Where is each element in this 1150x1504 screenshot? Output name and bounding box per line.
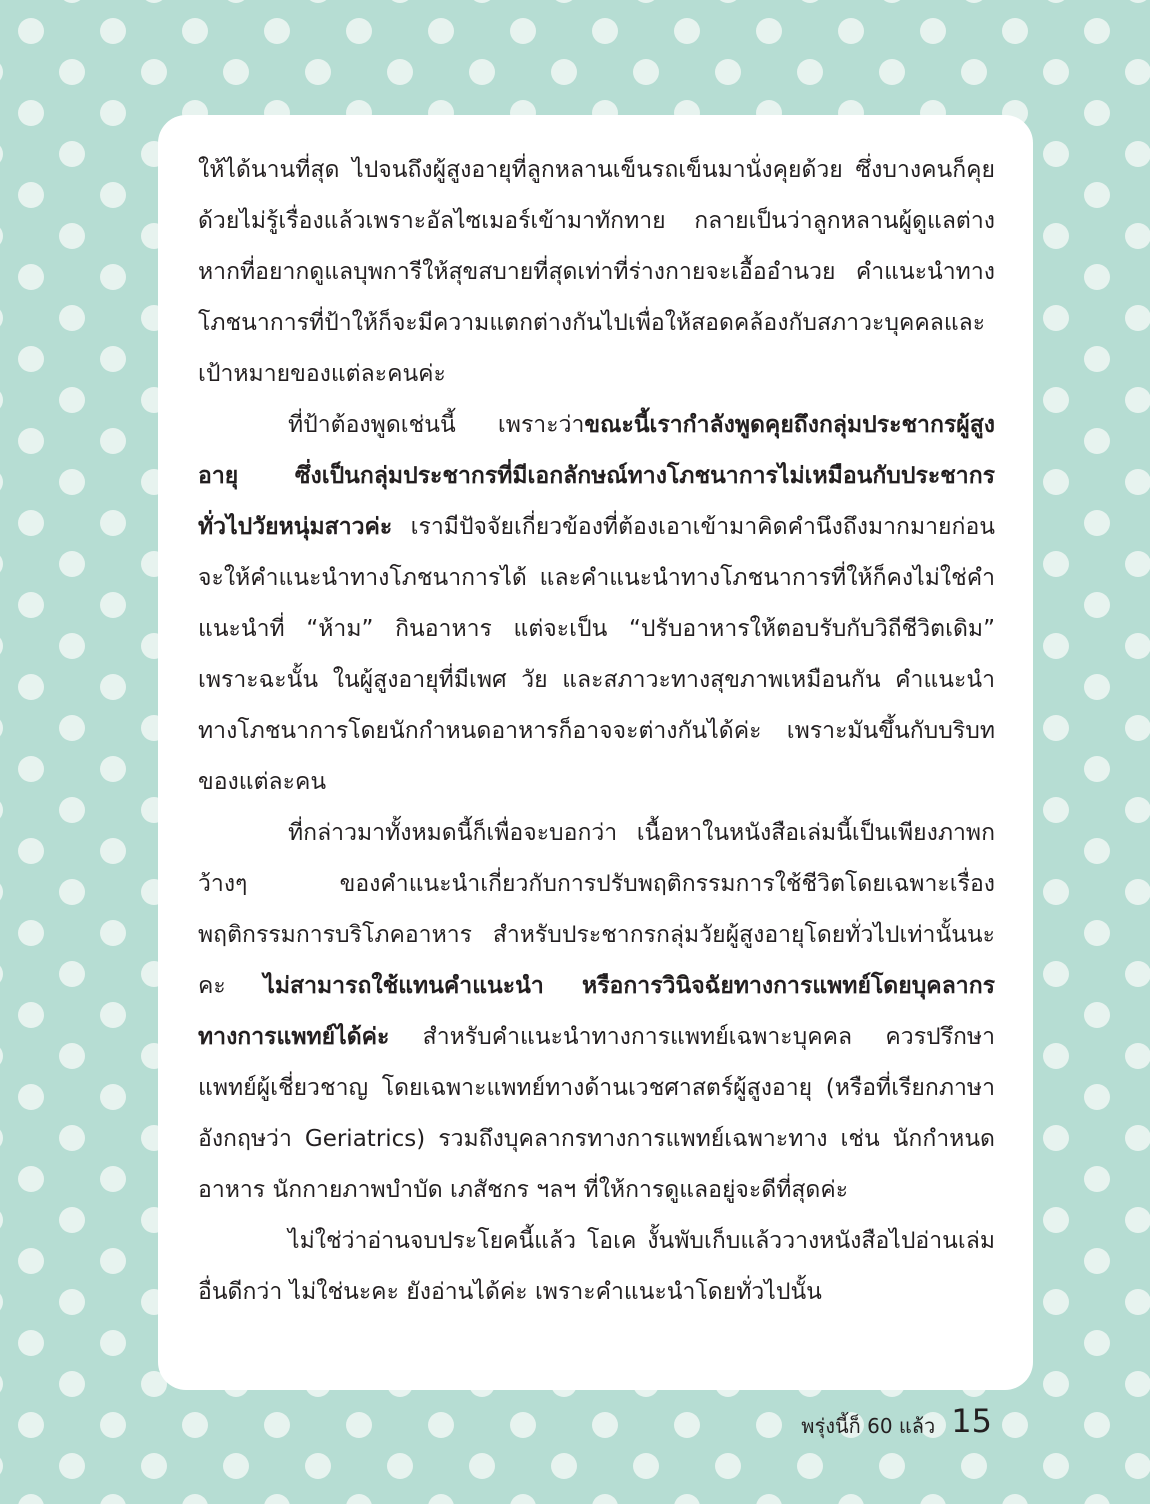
background-dot	[1084, 346, 1110, 372]
background-dot	[1043, 469, 1069, 495]
background-dot	[59, 305, 85, 331]
background-dot	[1084, 838, 1110, 864]
background-dot	[59, 1289, 85, 1315]
background-dot	[18, 838, 44, 864]
background-dot	[1002, 1412, 1028, 1438]
background-dot	[428, 18, 454, 44]
background-dot	[18, 1494, 44, 1504]
background-dot	[510, 1494, 536, 1504]
background-dot	[797, 59, 823, 85]
background-dot	[100, 264, 126, 290]
background-dot	[0, 1125, 3, 1151]
background-dot	[1125, 551, 1150, 577]
background-dot	[59, 551, 85, 577]
background-dot	[59, 223, 85, 249]
background-dot	[428, 1412, 454, 1438]
background-dot	[141, 59, 167, 85]
background-dot	[1002, 18, 1028, 44]
background-dot	[592, 1494, 618, 1504]
background-dot	[1125, 305, 1150, 331]
page-footer	[801, 1395, 992, 1441]
background-dot	[0, 1371, 3, 1397]
background-dot	[879, 1453, 905, 1479]
background-dot	[1084, 1248, 1110, 1274]
background-dot	[59, 879, 85, 905]
background-dot	[1084, 182, 1110, 208]
background-dot	[59, 797, 85, 823]
background-dot	[0, 879, 3, 905]
background-dot	[633, 1453, 659, 1479]
background-dot	[18, 510, 44, 536]
background-dot	[1084, 756, 1110, 782]
background-dot	[1043, 1453, 1069, 1479]
page-number: 15	[951, 1402, 992, 1440]
background-dot	[100, 510, 126, 536]
background-dot	[141, 1453, 167, 1479]
background-dot	[674, 1494, 700, 1504]
background-dot	[633, 59, 659, 85]
background-dot	[1125, 1207, 1150, 1233]
background-dot	[1084, 1084, 1110, 1110]
background-dot	[100, 1084, 126, 1110]
background-dot	[674, 18, 700, 44]
background-dot	[264, 1494, 290, 1504]
background-dot	[18, 1330, 44, 1356]
background-dot	[0, 551, 3, 577]
background-dot	[1125, 1371, 1150, 1397]
background-dot	[0, 387, 3, 413]
background-dot	[879, 0, 905, 3]
background-dot	[1084, 674, 1110, 700]
background-dot	[18, 1084, 44, 1110]
background-dot	[1125, 715, 1150, 741]
background-dot	[0, 1289, 3, 1315]
background-dot	[1084, 1002, 1110, 1028]
background-dot	[961, 1453, 987, 1479]
text-segment: ที่ป้าต้องพูดเช่นนี้ เพราะว่า	[288, 412, 585, 438]
background-dot	[1084, 18, 1110, 44]
background-dot	[920, 1494, 946, 1504]
background-dot	[100, 1412, 126, 1438]
background-dot	[1125, 797, 1150, 823]
background-dot	[59, 961, 85, 987]
background-dot	[1043, 1125, 1069, 1151]
background-dot	[1043, 59, 1069, 85]
background-dot	[0, 0, 3, 3]
background-dot	[100, 1248, 126, 1274]
background-dot	[1043, 1371, 1069, 1397]
background-dot	[1125, 387, 1150, 413]
background-dot	[100, 920, 126, 946]
text-segment: สำหรับคำแนะนำทางการแพทย์เฉพาะบุคคล ควรปรึกษาแพทย์ผู้เชี่ยวชาญ โดยเฉพาะแพทย์ทางด้านเวชศาสตร์ผู้สูงอายุ (หรือที่เรียกภาษาอังกฤษว่า Geriatrics) รวมถึงบุคลากรทางการแพทย์เฉพาะทาง เช่น นักกำหนดอาหาร นักกายภาพบำบัด เภสัชกร ฯลฯ ที่ให้การดูแลอยู่จะดีที่สุดค่ะ	[198, 1024, 995, 1203]
background-dot	[1125, 1043, 1150, 1069]
background-dot	[551, 0, 577, 3]
background-dot	[1125, 1453, 1150, 1479]
background-dot	[797, 0, 823, 3]
background-dot	[59, 1453, 85, 1479]
background-dot	[100, 100, 126, 126]
bold-text: ขณะนี้เรากำลังพูดคุยถึงกลุ่มประชากรผู้สูงอายุ ซึ่งเป็นกลุ่มประชากรที่มีเอกลักษณ์ทางโภชนาการไม่เหมือนกับประชากรทั่วไปวัยหนุ่มสาวค่ะ	[198, 412, 995, 540]
background-dot	[1043, 305, 1069, 331]
background-dot	[305, 0, 331, 3]
background-dot	[1043, 633, 1069, 659]
background-dot	[1084, 1412, 1110, 1438]
background-dot	[18, 100, 44, 126]
text-segment: เรามีปัจจัยเกี่ยวข้องที่ต้องเอาเข้ามาคิดคำนึงถึงมากมายก่อนจะให้คำแนะนำทางโภชนาการได้ และคำแนะนำทางโภชนาการที่ให้ก็คงไม่ใช่คำแนะนำที่ “ห้าม” กินอาหาร แต่จะเป็น “ปรับอาหารให้ตอบรับกับวิถีชีวิตเดิม” เพราะฉะนั้น ในผู้สูงอายุที่มีเพศ วัย และสภาวะทางสุขภาพเหมือนกัน คำแนะนำทางโภชนาการโดยนักกำหนดอาหารก็อาจจะต่างกันได้ค่ะ เพราะมันขึ้นกับบริบทของแต่ละคน	[198, 514, 995, 795]
background-dot	[18, 346, 44, 372]
background-dot	[0, 797, 3, 823]
background-dot	[0, 1207, 3, 1233]
background-dot	[0, 633, 3, 659]
background-dot	[18, 182, 44, 208]
background-dot	[1084, 510, 1110, 536]
background-dot	[1043, 715, 1069, 741]
background-dot	[1084, 1494, 1110, 1504]
background-dot	[100, 346, 126, 372]
background-dot	[387, 1453, 413, 1479]
background-dot	[1043, 961, 1069, 987]
background-dot	[1125, 961, 1150, 987]
background-dot	[1125, 223, 1150, 249]
background-dot	[18, 1002, 44, 1028]
background-dot	[1043, 1207, 1069, 1233]
paragraph	[198, 808, 995, 1216]
background-dot	[387, 59, 413, 85]
background-dot	[1084, 428, 1110, 454]
background-dot	[961, 59, 987, 85]
background-dot	[100, 592, 126, 618]
background-dot	[0, 305, 3, 331]
background-dot	[100, 674, 126, 700]
background-dot	[100, 1002, 126, 1028]
background-dot	[551, 59, 577, 85]
background-dot	[1084, 264, 1110, 290]
background-dot	[18, 264, 44, 290]
background-dot	[756, 18, 782, 44]
background-dot	[18, 756, 44, 782]
background-dot	[0, 141, 3, 167]
background-dot	[1002, 1494, 1028, 1504]
background-dot	[1043, 223, 1069, 249]
background-dot	[59, 1043, 85, 1069]
background-dot	[100, 18, 126, 44]
background-dot	[1043, 1289, 1069, 1315]
background-dot	[1125, 1125, 1150, 1151]
background-dot	[756, 1412, 782, 1438]
background-dot	[0, 469, 3, 495]
background-dot	[0, 1453, 3, 1479]
background-dot	[510, 1412, 536, 1438]
text-segment: ที่กล่าวมาทั้งหมดนี้ก็เพื่อจะบอกว่า เนื้อหาในหนังสือเล่มนี้เป็นเพียงภาพกว้างๆ ของคำแนะนำเกี่ยวกับการปรับพฤติกรรมการใช้ชีวิตโดยเฉพาะเรื่องพฤติกรรมการบริโภคอาหาร สำหรับประชากรกลุ่มวัยผู้สูงอายุโดยทั่วไปเท่านั้นนะคะ	[198, 820, 995, 999]
background-dot	[592, 18, 618, 44]
background-dot	[674, 1412, 700, 1438]
background-dot	[18, 1166, 44, 1192]
background-dot	[182, 1412, 208, 1438]
background-dot	[59, 715, 85, 741]
background-dot	[18, 592, 44, 618]
background-dot	[1125, 879, 1150, 905]
background-dot	[59, 0, 85, 3]
background-dot	[100, 756, 126, 782]
background-dot	[510, 18, 536, 44]
paragraph	[198, 400, 995, 808]
background-dot	[141, 0, 167, 3]
background-dot	[1084, 1166, 1110, 1192]
background-dot	[0, 715, 3, 741]
background-dot	[592, 1412, 618, 1438]
background-dot	[100, 1166, 126, 1192]
background-dot	[1043, 1043, 1069, 1069]
background-dot	[920, 18, 946, 44]
background-dot	[18, 428, 44, 454]
background-dot	[387, 0, 413, 3]
background-dot	[182, 18, 208, 44]
background-dot	[223, 59, 249, 85]
background-dot	[1125, 141, 1150, 167]
background-dot	[879, 59, 905, 85]
background-dot	[18, 1412, 44, 1438]
background-dot	[59, 59, 85, 85]
background-dot	[1125, 1289, 1150, 1315]
background-dot	[59, 1125, 85, 1151]
background-dot	[59, 1371, 85, 1397]
background-dot	[59, 1207, 85, 1233]
background-dot	[428, 1494, 454, 1504]
background-dot	[1084, 592, 1110, 618]
background-dot	[100, 182, 126, 208]
background-dot	[0, 59, 3, 85]
background-dot	[1043, 879, 1069, 905]
background-dot	[346, 1494, 372, 1504]
background-dot	[223, 0, 249, 3]
background-dot	[469, 1453, 495, 1479]
bold-text: ไม่สามารถใช้แทนคำแนะนำ หรือการวินิจฉัยทางการแพทย์โดยบุคลากรทางการแพทย์ได้ค่ะ	[198, 973, 995, 1050]
background-dot	[1043, 551, 1069, 577]
background-dot	[0, 223, 3, 249]
body-text	[198, 145, 995, 1318]
background-dot	[715, 59, 741, 85]
background-dot	[1084, 1330, 1110, 1356]
text-card	[158, 115, 1033, 1390]
background-dot	[59, 387, 85, 413]
background-dot	[1084, 920, 1110, 946]
paragraph	[198, 145, 995, 400]
background-dot	[469, 59, 495, 85]
background-dot	[715, 0, 741, 3]
background-dot	[1043, 141, 1069, 167]
book-title: พรุ่งนี้ก็ 60 แล้ว	[801, 1414, 936, 1438]
background-dot	[18, 920, 44, 946]
background-dot	[1125, 469, 1150, 495]
background-dot	[1125, 633, 1150, 659]
background-dot	[469, 0, 495, 3]
background-dot	[1125, 59, 1150, 85]
background-dot	[346, 18, 372, 44]
background-dot	[797, 1453, 823, 1479]
background-dot	[59, 633, 85, 659]
background-dot	[264, 18, 290, 44]
background-dot	[1043, 0, 1069, 3]
background-dot	[838, 1494, 864, 1504]
text-segment: ไม่ใช่ว่าอ่านจบประโยคนี้แล้ว โอเค งั้นพับเก็บแล้ววางหนังสือไปอ่านเล่มอื่นดีกว่า ไม่ใช่นะคะ ยังอ่านได้ค่ะ เพราะคำแนะนำโดยทั่วไปนั้น	[198, 1228, 995, 1305]
background-dot	[1125, 0, 1150, 3]
background-dot	[100, 838, 126, 864]
background-dot	[100, 1330, 126, 1356]
background-dot	[182, 1494, 208, 1504]
background-dot	[59, 141, 85, 167]
background-dot	[305, 1453, 331, 1479]
background-dot	[0, 961, 3, 987]
background-dot	[1043, 387, 1069, 413]
background-dot	[100, 428, 126, 454]
background-dot	[18, 674, 44, 700]
background-dot	[756, 1494, 782, 1504]
background-dot	[633, 0, 659, 3]
background-dot	[59, 469, 85, 495]
text-segment: ให้ได้นานที่สุด ไปจนถึงผู้สูงอายุที่ลูกหลานเข็นรถเข็นมานั่งคุยด้วย ซึ่งบางคนก็คุยด้วยไม่รู้เรื่องแล้วเพราะอัลไซเมอร์เข้ามาทักทาย กลายเป็นว่าลูกหลานผู้ดูแลต่างหากที่อยากดูแลบุพการีให้สุขสบายที่สุดเท่าที่ร่างกายจะเอื้ออำนวย คำแนะนำทางโภชนาการที่ป้าให้ก็จะมีความแตกต่างกันไปเพื่อให้สอดคล้องกับสภาวะบุคคลและเป้าหมายของแต่ละคนค่ะ	[198, 157, 995, 387]
background-dot	[264, 1412, 290, 1438]
background-dot	[838, 18, 864, 44]
background-dot	[305, 59, 331, 85]
background-dot	[100, 1494, 126, 1504]
background-dot	[223, 1453, 249, 1479]
background-dot	[961, 0, 987, 3]
background-dot	[18, 18, 44, 44]
background-dot	[346, 1412, 372, 1438]
background-dot	[1084, 100, 1110, 126]
background-dot	[551, 1453, 577, 1479]
background-dot	[0, 1043, 3, 1069]
background-dot	[18, 1248, 44, 1274]
paragraph	[198, 1216, 995, 1318]
background-dot	[715, 1453, 741, 1479]
background-dot	[1043, 797, 1069, 823]
